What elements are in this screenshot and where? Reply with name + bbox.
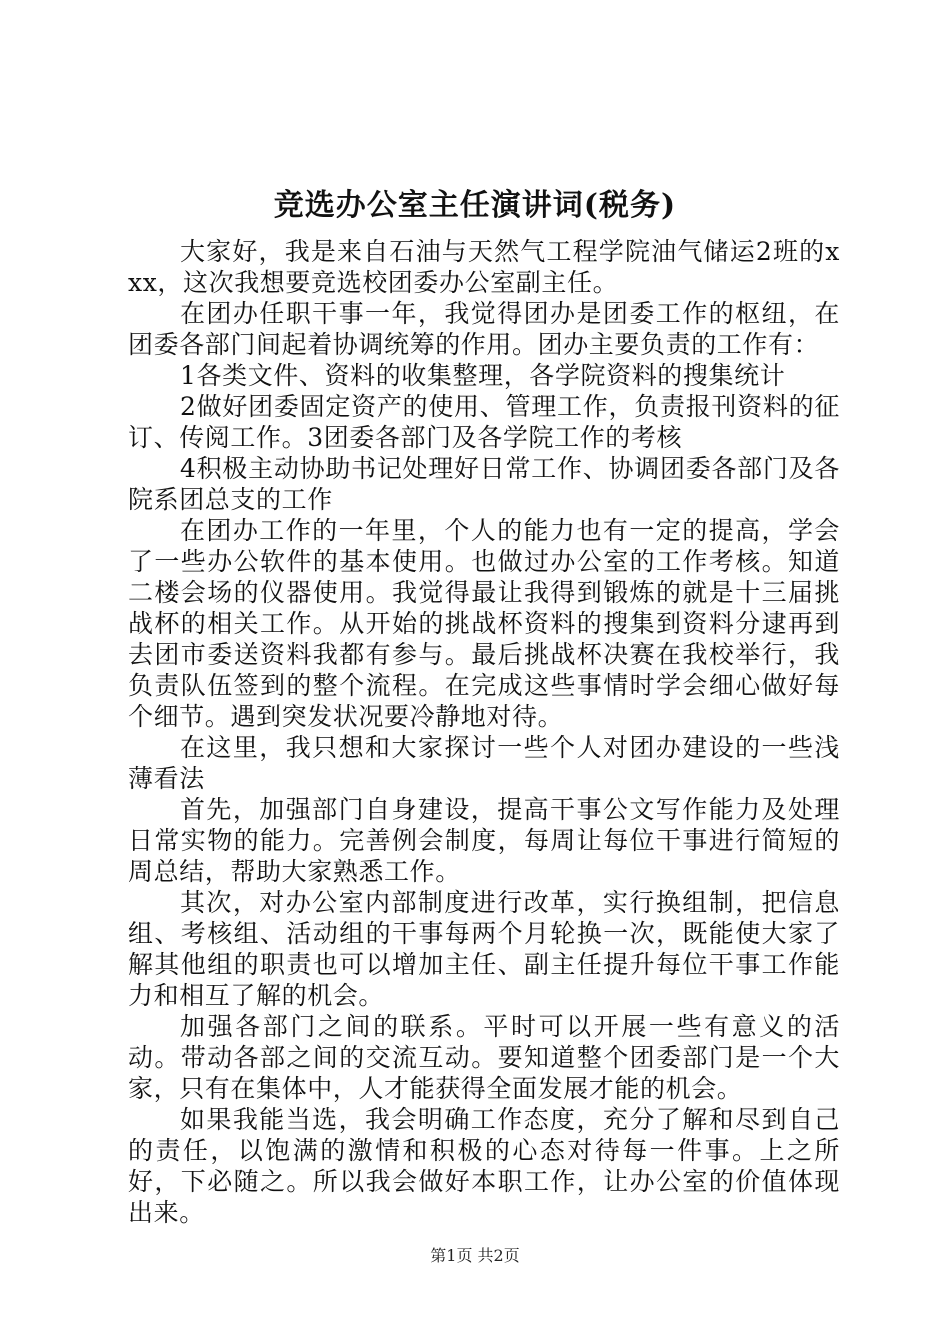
paragraph: 首先，加强部门自身建设，提高干事公文写作能力及处理日常实物的能力。完善例会制度，每周让每位干事进行简短的周总结，帮助大家熟悉工作。 xyxy=(128,795,840,886)
list-item: 2做好团委固定资产的使用、管理工作，负责报刊资料的征订、传阅工作。3团委各部门及各学院工作的考核 xyxy=(128,392,840,452)
paragraph: 大家好，我是来自石油与天然气工程学院油气储运2班的xxx，这次我想要竞选校团委办公室副主任。 xyxy=(128,237,840,297)
paragraph: 加强各部门之间的联系。平时可以开展一些有意义的活动。带动各部之间的交流互动。要知道整个团委部门是一个大家，只有在集体中，人才能获得全面发展才能的机会。 xyxy=(128,1012,840,1103)
list-item: 4积极主动协助书记处理好日常工作、协调团委各部门及各院系团总支的工作 xyxy=(128,454,840,514)
paragraph: 在团办工作的一年里，个人的能力也有一定的提高，学会了一些办公软件的基本使用。也做过办公室的工作考核。知道二楼会场的仪器使用。我觉得最让我得到锻炼的就是十三届挑战杯的相关工作。从开始的挑战杯资料的搜集到资料分逮再到去团市委送资料我都有参与。最后挑战杯决赛在我校举行，我负责队伍签到的整个流程。在完成这些事情时学会细心做好每个细节。遇到突发状况要冷静地对待。 xyxy=(128,516,840,731)
document-body xyxy=(128,236,840,1228)
paragraph: 在这里，我只想和大家探讨一些个人对团办建设的一些浅薄看法 xyxy=(128,733,840,793)
document-title: 竞选办公室主任演讲词(税务) xyxy=(273,188,677,223)
list-item: 1各类文件、资料的收集整理，各学院资料的搜集统计 xyxy=(180,361,786,390)
paragraph: 其次，对办公室内部制度进行改革，实行换组制，把信息组、考核组、活动组的干事每两个月轮换一次，既能使大家了解其他组的职责也可以增加主任、副主任提升每位干事工作能力和相互了解的机会。 xyxy=(128,888,840,1010)
page-number-footer: 第1页 共2页 xyxy=(430,1246,520,1265)
paragraph: 如果我能当选，我会明确工作态度，充分了解和尽到自己的责任，以饱满的激情和积极的心态对待每一件事。上之所好，下必随之。所以我会做好本职工作，让办公室的价值体现出来。 xyxy=(128,1105,840,1227)
paragraph: 在团办任职干事一年，我觉得团办是团委工作的枢纽，在团委各部门间起着协调统筹的作用。团办主要负责的工作有： xyxy=(128,299,840,359)
